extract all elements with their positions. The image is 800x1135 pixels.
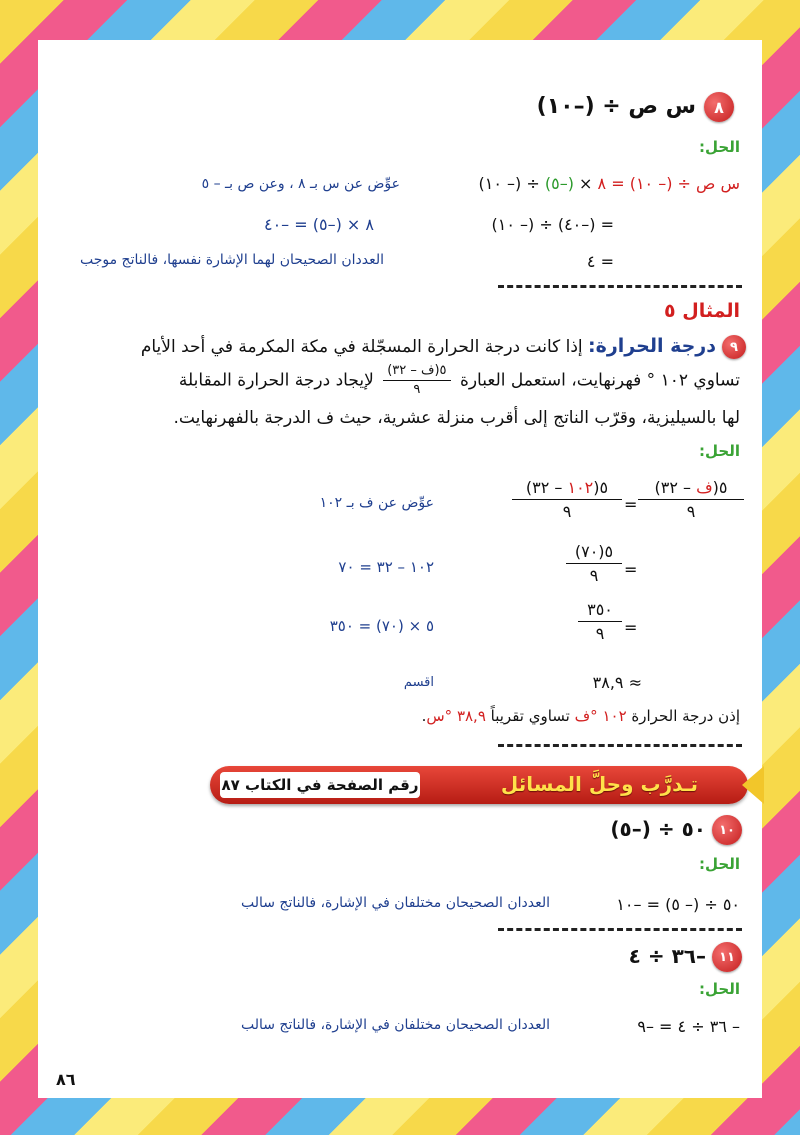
approx-result: ≈ ٣٨,٩ bbox=[592, 673, 642, 692]
fraction-2: ٥(١٠٢ – ٣٢) ٩ bbox=[512, 478, 622, 521]
ex5-note-2: ١٠٢ – ٣٢ = ٧٠ bbox=[338, 558, 434, 576]
divider bbox=[498, 744, 742, 747]
ex5-note-4: اقسم bbox=[403, 675, 434, 690]
problem-number-10: ١٠ bbox=[712, 815, 742, 845]
solution-label: الحل: bbox=[699, 442, 740, 460]
problem-number-9: ٩ bbox=[722, 335, 746, 359]
problem-9-line-1: درجة الحرارة: إذا كانت درجة الحرارة المسجّلة في مكة المكرمة في أحد الأيام bbox=[140, 335, 716, 357]
fraction-4: ٣٥٠ ٩ bbox=[578, 600, 622, 643]
fraction-3: ٥(٧٠) ٩ bbox=[566, 542, 622, 585]
problem-11-expression: –٣٦ ÷ ٤ bbox=[628, 944, 706, 968]
problem-10-expression: ٥٠ ÷ (–٥) bbox=[610, 817, 706, 841]
banner-title: تـدرَّب وحلَّ المسائل bbox=[500, 772, 698, 796]
problem-number-8: ٨ bbox=[704, 92, 734, 122]
page-number: ٨٦ bbox=[56, 1070, 76, 1089]
p8-step-2-side: ٨ × (–٥) = –٤٠ bbox=[263, 215, 374, 234]
p8-step-1: س ص ÷ (– ١٠) = ٨ × (–٥) ÷ (– ١٠) bbox=[478, 174, 740, 193]
page bbox=[38, 40, 762, 1098]
ex5-note-3: ٥ × (٧٠) = ٣٥٠ bbox=[329, 617, 434, 635]
ex5-note-1: عوِّض عن ف بـ ١٠٢ bbox=[319, 495, 434, 511]
p8-step-3: = ٤ bbox=[586, 252, 614, 271]
divider bbox=[498, 928, 742, 931]
conclusion: إذن درجة الحرارة ١٠٢ °ف تساوي تقريباً ٣٨,٩ °س. bbox=[421, 707, 740, 725]
problem-9-line-2: تساوي ١٠٢ ° فهرنهايت، استعمل العبارة $\frac{\text{٥(ف – ٣٢)}}{٩}$ لإيجاد درجة الحرارة المقابلة bbox=[178, 363, 740, 397]
problem-label: درجة الحرارة: bbox=[588, 335, 716, 357]
problem-9-line-3: لها بالسيليزية، وقرّب الناتج إلى أقرب منزلة عشرية، حيث ف الدرجة بالفهرنهايت. bbox=[173, 408, 740, 428]
solution-label: الحل: bbox=[699, 138, 740, 156]
p11-note: العددان الصحيحان مختلفان في الإشارة، فالناتج سالب bbox=[240, 1017, 550, 1033]
p10-step: ٥٠ ÷ (– ٥) = –١٠ bbox=[616, 895, 740, 914]
expression-fraction: $\frac{\text{٥(ف – ٣٢)}}{٩}$ bbox=[383, 364, 450, 397]
fraction-1: ٥(ف – ٣٢) ٩ bbox=[638, 478, 744, 521]
problem-8-expression: س ص ÷ (–١٠) bbox=[536, 94, 696, 119]
p10-note: العددان الصحيحان مختلفان في الإشارة، فالناتج سالب bbox=[240, 895, 550, 911]
page-reference: رقم الصفحة في الكتاب ٨٧ bbox=[220, 772, 420, 798]
equals-sign: = bbox=[624, 495, 638, 514]
equals-sign: = bbox=[624, 618, 638, 637]
solution-label: الحل: bbox=[699, 980, 740, 998]
example-title: المثال ٥ bbox=[664, 300, 740, 322]
practice-banner bbox=[210, 766, 748, 804]
solution-label: الحل: bbox=[699, 855, 740, 873]
p11-step: – ٣٦ ÷ ٤ = –٩ bbox=[637, 1017, 740, 1036]
p8-note-1: عوِّض عن س بـ ٨ ، وعن ص بـ – ٥ bbox=[201, 176, 400, 192]
p8-step-2: = (–٤٠) ÷ (– ١٠) bbox=[491, 215, 614, 234]
equals-sign: = bbox=[624, 560, 638, 579]
banner-arrow-icon bbox=[742, 766, 764, 804]
problem-number-11: ١١ bbox=[712, 942, 742, 972]
p8-note-3: العددان الصحيحان لهما الإشارة نفسها، فالناتج موجب bbox=[79, 252, 384, 268]
divider bbox=[498, 285, 742, 288]
